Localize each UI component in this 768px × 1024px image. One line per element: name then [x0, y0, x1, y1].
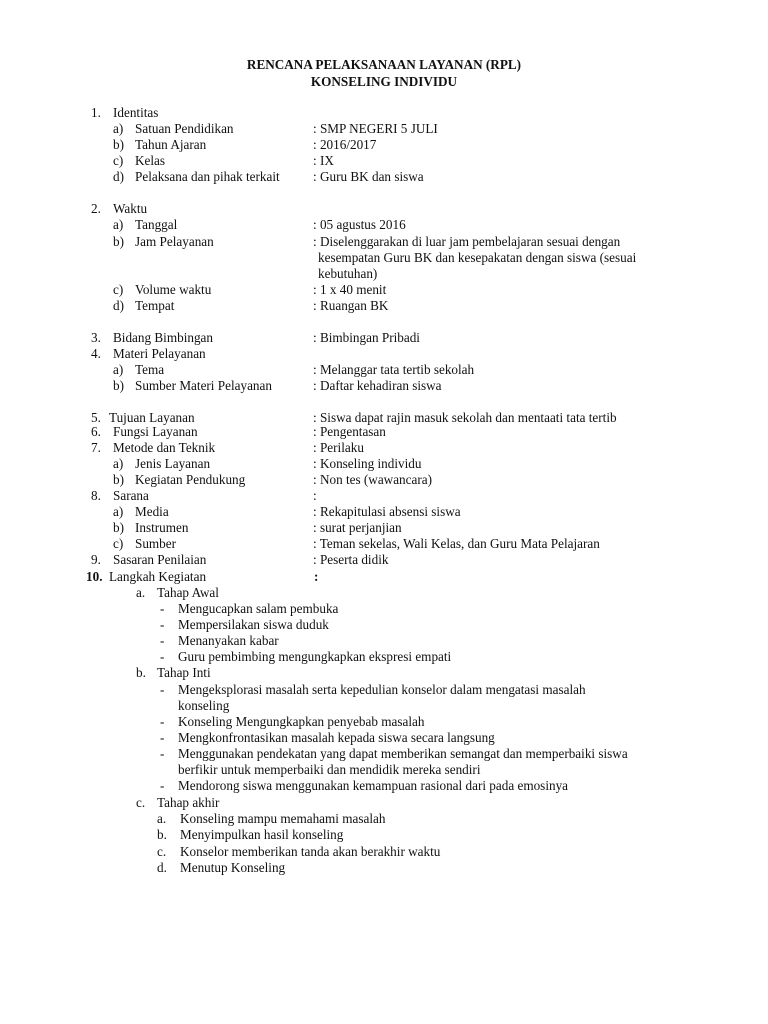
item-mark: a) [113, 504, 124, 519]
bullet-dash: - [160, 682, 165, 697]
list-item-mark: a. [157, 811, 167, 826]
list-item-continued: konseling [178, 698, 230, 713]
item-label: Jenis Layanan [135, 456, 211, 471]
bullet-dash: - [160, 617, 165, 632]
stage-mark: c. [136, 795, 146, 810]
section-number: 10. [86, 569, 103, 584]
list-item-mark: b. [157, 827, 167, 842]
list-item: Mempersilakan siswa duduk [178, 617, 329, 632]
list-item: Menggunakan pendekatan yang dapat memberikan semangat dan memperbaiki siswa [178, 746, 628, 761]
item-mark: b) [113, 472, 124, 487]
list-item: Mendorong siswa menggunakan kemampuan rasional dari pada emosinya [178, 778, 569, 793]
item-label: Kelas [135, 153, 166, 168]
list-item: Mengeksplorasi masalah serta kepedulian konselor dalam mengatasi masalah [178, 682, 586, 697]
item-value: : Rekapitulasi absensi siswa [313, 504, 461, 519]
item-value: : IX [313, 153, 334, 168]
list-item: Konseling mampu memahami masalah [180, 811, 386, 826]
section-value: : Pengentasan [313, 424, 386, 439]
item-label: Sumber Materi Pelayanan [135, 378, 272, 393]
item-label: Tempat [135, 298, 175, 313]
bullet-dash: - [160, 778, 165, 793]
item-mark: a) [113, 362, 124, 377]
item-label: Tema [135, 362, 165, 377]
item-mark: c) [113, 282, 124, 297]
item-value: : 1 x 40 menit [313, 282, 387, 297]
list-item: Konseling Mengungkapkan penyebab masalah [178, 714, 425, 729]
item-mark: a) [113, 456, 124, 471]
section-number: 2. [91, 201, 101, 216]
item-mark: b) [113, 137, 124, 152]
item-label: Satuan Pendidikan [135, 121, 234, 136]
item-mark: c) [113, 153, 124, 168]
document-subtitle: KONSELING INDIVIDU [310, 74, 458, 89]
item-label: Jam Pelayanan [135, 234, 214, 249]
section-value: : Siswa dapat rajin masuk sekolah dan mentaati tata tertib [313, 410, 617, 425]
item-value: : SMP NEGERI 5 JULI [313, 121, 438, 136]
item-mark: b) [113, 520, 124, 535]
item-mark: d) [113, 169, 124, 184]
section-number: 5. [91, 410, 101, 425]
item-label: Volume waktu [135, 282, 212, 297]
bullet-dash: - [160, 746, 165, 761]
stage-mark: a. [136, 585, 146, 600]
item-mark: b) [113, 234, 124, 249]
item-mark: a) [113, 121, 124, 136]
stage-title-awal: Tahap Awal [157, 585, 219, 600]
item-value: : Guru BK dan siswa [313, 169, 424, 184]
list-item-mark: c. [157, 844, 167, 859]
item-value: : surat perjanjian [313, 520, 402, 535]
item-mark: d) [113, 298, 124, 313]
section-number: 4. [91, 346, 101, 361]
item-value: : Melanggar tata tertib sekolah [313, 362, 475, 377]
item-value: : Ruangan BK [313, 298, 389, 313]
item-mark: b) [113, 378, 124, 393]
bullet-dash: - [160, 649, 165, 664]
section-label: Sasaran Penilaian [113, 552, 207, 567]
item-label: Kegiatan Pendukung [135, 472, 246, 487]
item-value: : Konseling individu [313, 456, 422, 471]
list-item: Konselor memberikan tanda akan berakhir waktu [180, 844, 441, 859]
section-label: Waktu [113, 201, 148, 216]
item-value-continued: kesempatan Guru BK dan kesepakatan dengan siswa (sesuai [318, 250, 637, 265]
item-label: Media [135, 504, 169, 519]
section-number: 7. [91, 440, 101, 455]
item-value: : Non tes (wawancara) [313, 472, 432, 487]
list-item: Menyimpulkan hasil konseling [180, 827, 344, 842]
section-label: Sarana [113, 488, 149, 503]
section-label: Identitas [113, 105, 159, 120]
section-label: Bidang Bimbingan [113, 330, 214, 345]
item-value-continued: kebutuhan) [318, 266, 378, 281]
section-value: : Bimbingan Pribadi [313, 330, 420, 345]
bullet-dash: - [160, 730, 165, 745]
list-item-continued: berfikir untuk memperbaiki dan mendidik mereka sendiri [178, 762, 481, 777]
list-item: Mengkonfrontasikan masalah kepada siswa secara langsung [178, 730, 495, 745]
item-label: Sumber [135, 536, 177, 551]
item-label: Tanggal [135, 217, 178, 232]
item-value: : Daftar kehadiran siswa [313, 378, 442, 393]
stage-title-akhir: Tahap akhir [157, 795, 220, 810]
list-item: Guru pembimbing mengungkapkan ekspresi empati [178, 649, 452, 664]
stage-mark: b. [136, 665, 146, 680]
section-label: Langkah Kegiatan [109, 569, 207, 584]
section-number: 9. [91, 552, 101, 567]
section-label: Metode dan Teknik [113, 440, 216, 455]
section-value: : [313, 488, 317, 503]
section-label: Tujuan Layanan [109, 410, 195, 425]
section-number: 1. [91, 105, 101, 120]
list-item: Menutup Konseling [180, 860, 286, 875]
item-mark: c) [113, 536, 124, 551]
item-value: : 2016/2017 [313, 137, 377, 152]
item-value: : 05 agustus 2016 [313, 217, 406, 232]
section-value: : [314, 569, 319, 584]
section-number: 3. [91, 330, 101, 345]
item-value: : Teman sekelas, Wali Kelas, dan Guru Mata Pelajaran [313, 536, 600, 551]
section-label: Fungsi Layanan [113, 424, 198, 439]
bullet-dash: - [160, 601, 165, 616]
item-value: : Diselenggarakan di luar jam pembelajaran sesuai dengan [313, 234, 621, 249]
section-number: 8. [91, 488, 101, 503]
item-label: Tahun Ajaran [135, 137, 207, 152]
list-item-mark: d. [157, 860, 167, 875]
document-title: RENCANA PELAKSANAAN LAYANAN (RPL) [246, 57, 522, 72]
item-mark: a) [113, 217, 124, 232]
section-value: : Perilaku [313, 440, 364, 455]
list-item: Mengucapkan salam pembuka [178, 601, 339, 616]
bullet-dash: - [160, 633, 165, 648]
stage-title-inti: Tahap Inti [157, 665, 211, 680]
bullet-dash: - [160, 714, 165, 729]
item-label: Instrumen [135, 520, 189, 535]
section-number: 6. [91, 424, 101, 439]
list-item: Menanyakan kabar [178, 633, 279, 648]
item-label: Pelaksana dan pihak terkait [135, 169, 280, 184]
section-value: : Peserta didik [313, 552, 389, 567]
section-label: Materi Pelayanan [113, 346, 206, 361]
